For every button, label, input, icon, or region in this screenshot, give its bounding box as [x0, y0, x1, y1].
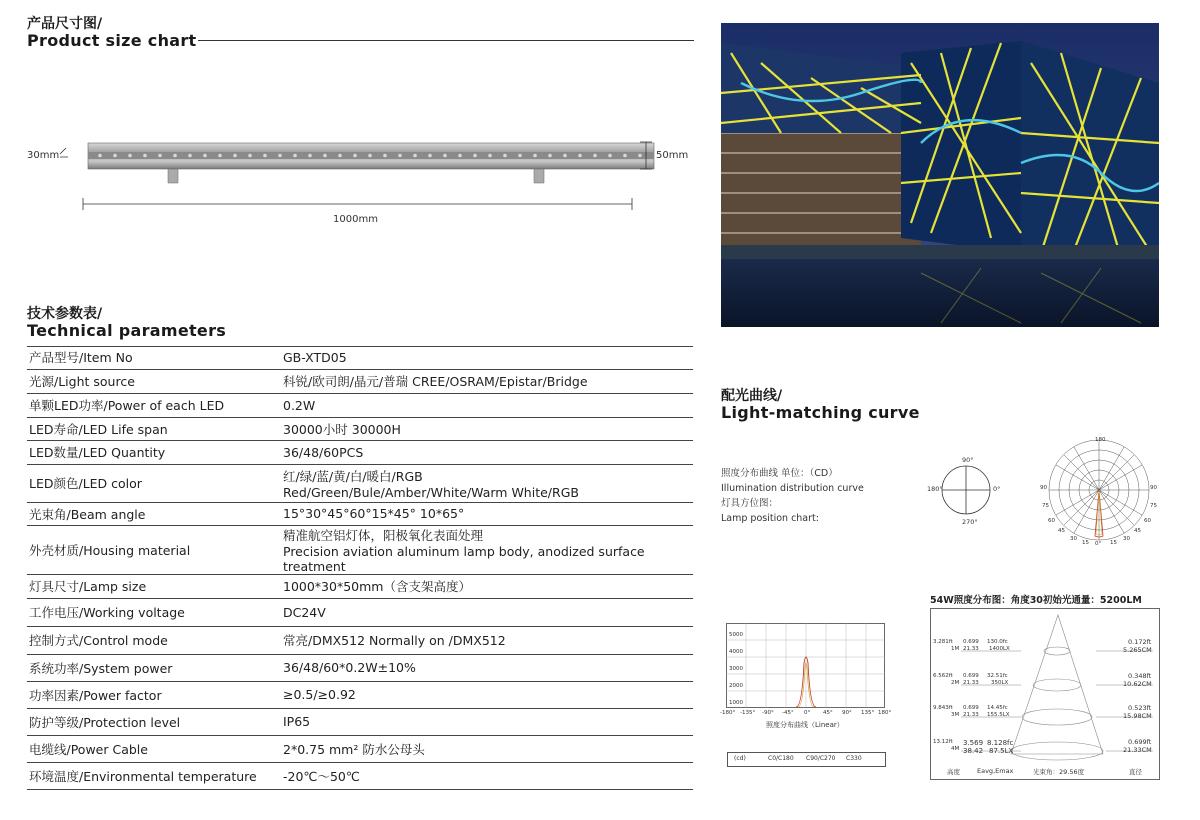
param-value: 15°30°45°60°15*45° 10*65°: [281, 502, 693, 525]
cone-title: 54W照度分布图：角度30初始光通量：5200LM: [930, 595, 1142, 606]
table-row: [27, 626, 693, 654]
param-key: 产品型号/Item No: [27, 346, 281, 369]
size-chart-rule: [198, 40, 694, 41]
cone-m: 4M: [951, 746, 960, 752]
cone-c: 38.42: [963, 747, 984, 755]
param-key: LED颜色/LED color: [27, 464, 281, 502]
polar-tick-labels: [1040, 438, 1158, 548]
param-key: 灯具尺寸/Lamp size: [27, 574, 281, 598]
cone-footer-angle: 光束角：29.56度: [1033, 768, 1085, 776]
cone-r1: 0.172ft: [1128, 638, 1152, 646]
param-key: LED数量/LED Quantity: [27, 440, 281, 464]
param-key: 防护等级/Protection level: [27, 708, 281, 735]
param-value: -20℃～50℃: [281, 762, 693, 789]
table-row: [27, 369, 693, 393]
polar-label: 15: [1110, 540, 1117, 546]
param-value: ≥0.5/≥0.92: [281, 681, 693, 708]
param-key: 外壳材质/Housing material: [27, 525, 281, 574]
dim-depth: 50mm: [656, 150, 689, 161]
cone-d: 155.5LX: [987, 712, 1010, 718]
polar-label: 75: [1150, 503, 1157, 509]
table-row: [27, 346, 693, 369]
lamp-position-chart: [940, 455, 1000, 527]
cone-a: 3.569: [963, 739, 984, 747]
polar-label: 0°: [1095, 541, 1102, 547]
cone-footer-eavg: Eavg,Emax: [977, 767, 1014, 775]
param-value: 36/48/60PCS: [281, 440, 693, 464]
cone-ft: 6.562ft: [933, 673, 953, 679]
legend-series: C90/C270: [806, 755, 836, 762]
param-key: 电缆线/Power Cable: [27, 735, 281, 762]
linear-x-tick: 0°: [804, 710, 811, 716]
param-value: DC24V: [281, 598, 693, 626]
cone-c: 21.33: [963, 680, 979, 686]
table-row: [27, 762, 693, 789]
param-key: 工作电压/Working voltage: [27, 598, 281, 626]
cone-m: 3M: [951, 712, 960, 718]
linear-y-tick: 3000: [729, 666, 743, 672]
cone-c: 21.33: [963, 646, 979, 652]
linear-y-tick: 2000: [729, 683, 743, 689]
cone-r2: 10.62CM: [1123, 680, 1152, 688]
table-row: [27, 502, 693, 525]
linear-x-tick: -180°: [720, 710, 736, 716]
cone-chart: [930, 608, 1160, 780]
cone-m: 1M: [951, 646, 960, 652]
table-row: [27, 598, 693, 626]
param-key: LED寿命/LED Life span: [27, 417, 281, 440]
linear-x-tick: 90°: [842, 710, 852, 716]
cone-c: 21.33: [963, 712, 979, 718]
polar-label: 75: [1042, 503, 1049, 509]
cone-r2: 21.33CM: [1123, 746, 1152, 754]
table-row: [27, 525, 693, 574]
table-row: [27, 464, 693, 502]
cone-b: 130.0fc: [987, 639, 1008, 645]
param-value-en: Precision aviation aluminum lamp body, anodized surface treatment: [283, 543, 645, 574]
param-key: 单颗LED功率/Power of each LED: [27, 393, 281, 417]
building-photo: [721, 23, 1159, 327]
cone-m: 2M: [951, 680, 960, 686]
tech-title-cn: 技术参数表/: [27, 306, 103, 322]
curve-info: [721, 466, 864, 526]
polar-label: 90: [1150, 485, 1157, 491]
polar-label: 30: [1070, 536, 1077, 542]
cone-r2: 5.265CM: [1123, 646, 1152, 654]
cone-a: 0.699: [963, 705, 979, 711]
param-key: 功率因素/Power factor: [27, 681, 281, 708]
linear-tick-labels: [720, 623, 892, 733]
cone-r1: 0.523ft: [1128, 704, 1152, 712]
table-row: [27, 393, 693, 417]
param-value: 1000*30*50mm（含支架高度）: [281, 574, 693, 598]
param-value: GB-XTD05: [281, 346, 693, 369]
linear-y-tick: 1000: [729, 700, 743, 706]
table-row: [27, 574, 693, 598]
table-row: [27, 417, 693, 440]
cone-d: 350LX: [991, 680, 1009, 686]
param-value: 30000小时 30000H: [281, 417, 693, 440]
dim-length: 1000mm: [333, 214, 378, 225]
linear-x-tick: 180°: [878, 710, 892, 716]
legend-series: C330: [846, 755, 862, 762]
table-row: [27, 681, 693, 708]
curve-info-line: 照度分布曲线 单位：（CD）: [721, 468, 838, 479]
param-key: 控制方式/Control mode: [27, 626, 281, 654]
curve-info-line: Lamp position chart:: [721, 513, 819, 524]
polar-label: 60: [1048, 518, 1055, 524]
param-value: 2*0.75 mm² 防水公母头: [281, 735, 693, 762]
cone-r2: 15.98CM: [1123, 712, 1152, 720]
curve-info-line: Illumination distribution curve: [721, 483, 864, 494]
cone-footer-height: 高度: [947, 768, 960, 776]
table-row: [27, 440, 693, 464]
cone-r1: 0.348ft: [1128, 672, 1152, 680]
linear-x-tick: 135°: [861, 710, 875, 716]
linear-y-tick: 4000: [729, 649, 743, 655]
table-row: [27, 708, 693, 735]
cone-d: 1400LX: [989, 646, 1010, 652]
cone-ft: 3.281ft: [933, 639, 953, 645]
cone-b: 32.51fc: [987, 673, 1008, 679]
linear-legend: [727, 752, 886, 767]
linear-x-tick: -135°: [740, 710, 756, 716]
pos-label-right: 0°: [993, 485, 1001, 493]
param-value: IP65: [281, 708, 693, 735]
pos-label-top: 90°: [962, 456, 974, 464]
tech-title-en: Technical parameters: [27, 321, 227, 340]
cone-d: 87.5LX: [989, 747, 1014, 755]
linear-caption: 照度分布曲线（Linear）: [766, 721, 844, 729]
param-value: 0.2W: [281, 393, 693, 417]
table-top-rule: [27, 346, 693, 347]
curve-title-cn: 配光曲线/: [721, 388, 783, 404]
polar-label: 60: [1144, 518, 1151, 524]
polar-label: 15: [1082, 540, 1089, 546]
table-row: [27, 735, 693, 762]
pos-label-left: 180°: [927, 485, 943, 493]
param-value-en: Red/Green/Bule/Amber/White/Warm White/RGB: [283, 484, 579, 500]
linear-x-tick: -90°: [762, 710, 774, 716]
polar-label: 45: [1134, 528, 1141, 534]
polar-label: 180: [1095, 437, 1106, 443]
dim-height: 30mm: [27, 150, 60, 161]
linear-x-tick: -45°: [782, 710, 794, 716]
param-value: 科锐/欧司朗/晶元/普瑞 CREE/OSRAM/Epistar/Bridge: [281, 369, 693, 393]
polar-label: 90: [1040, 485, 1047, 491]
cone-b: 8.128fc: [987, 739, 1014, 747]
cone-a: 0.699: [963, 639, 979, 645]
size-chart-title-en: Product size chart: [27, 31, 197, 50]
legend-unit: (cd): [734, 755, 746, 762]
linear-y-tick: 5000: [729, 632, 743, 638]
cone-a: 0.699: [963, 673, 979, 679]
param-key: 环境温度/Environmental temperature: [27, 762, 281, 789]
param-key: 光束角/Beam angle: [27, 502, 281, 525]
curve-title-en: Light-matching curve: [721, 403, 920, 422]
cone-footer-diameter: 直径: [1129, 768, 1142, 776]
polar-label: 45: [1058, 528, 1065, 534]
param-key: 光源/Light source: [27, 369, 281, 393]
cone-r1: 0.699ft: [1128, 738, 1152, 746]
param-value: 精准航空铝灯体，阳极氧化表面处理: [283, 527, 484, 543]
cone-ft: 9.843ft: [933, 705, 953, 711]
polar-label: 30: [1123, 536, 1130, 542]
linear-x-tick: 45°: [823, 710, 833, 716]
param-value: 红/绿/蓝/黄/白/暖白/RGB: [283, 468, 423, 484]
param-value: 36/48/60*0.2W±10%: [281, 654, 693, 681]
pos-label-bottom: 270°: [962, 518, 978, 526]
cone-b: 14.45fc: [987, 705, 1008, 711]
cone-ft: 13.12ft: [933, 739, 953, 745]
legend-series: C0/C180: [768, 755, 794, 762]
param-value: 常亮/DMX512 Normally on /DMX512: [281, 626, 693, 654]
param-key: 系统功率/System power: [27, 654, 281, 681]
size-chart-title-cn: 产品尺寸图/: [27, 16, 103, 32]
table-row: [27, 654, 693, 681]
tech-params-table: [27, 346, 693, 790]
curve-info-line: 灯具方位图：: [721, 498, 779, 509]
